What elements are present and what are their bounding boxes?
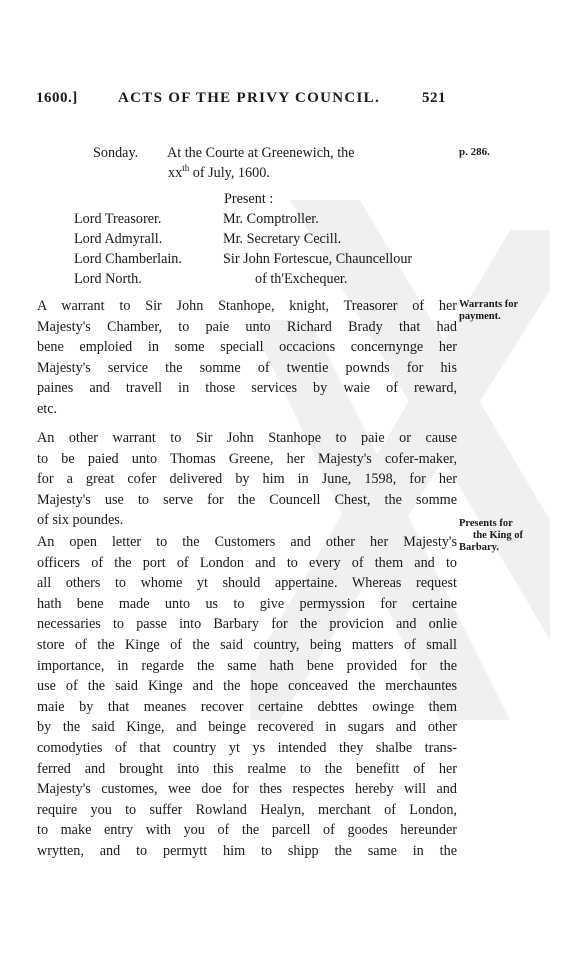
paragraph-warrant-greene [37,428,457,531]
text-line: to make entry with you of the parcell of goodes hereunder [37,822,457,839]
text-line: paines and travell in those services by waie of reward, [37,380,457,397]
meeting-court-line: At the Courte at Greenewich, the [167,145,355,161]
text-line: Majesty's customes, wee doe for thes respectes hereby will and [37,781,457,798]
text-line: bene emploied in some speciall occacions concernynge her [37,339,457,356]
side-note-presents [459,518,523,554]
attendee-left: Lord Admyrall. [74,231,163,247]
text-line: wrytten, and to permytt him to shipp the same in the [37,842,457,859]
attendee-left: Lord Treasorer. [74,211,162,227]
text-line: A warrant to Sir John Stanhope, knight, Treasorer of her [37,298,457,314]
text-line: all others to whome yt should appertaine. Whereas request [37,575,457,592]
text-line: importance, in regarde the same hath bene provided for the [37,657,457,674]
text-line: for a great cofer delivered by him in June, 1598, for her [37,471,457,488]
text-line: hath bene made unto us to give permyssion for certaine [37,595,457,612]
text-line: by the said Kinge, and beinge recovered in sugars and other [37,719,457,736]
text-line: comodyties of that country yt ys intended they shalbe trans- [37,739,457,756]
date-superscript: th [182,163,190,173]
meeting-date [168,165,270,182]
text-line: necessaries to passe into Barbary for the provicion and onlie [37,616,457,633]
attendee-right: Mr. Secretary Cecill. [223,231,342,247]
text-line: Majesty's use to serve for the Councell Chest, the somme [37,491,457,508]
text-line: use of the said Kinge and the hope conceaved the merchauntes [37,678,457,695]
header-title: ACTS OF THE PRIVY COUNCIL. [118,90,381,106]
header-page-number: 521 [422,90,446,106]
paragraph-warrant-brady [37,296,457,420]
text-line: An other warrant to Sir John Stanhope to paie or cause [37,430,457,446]
attendee-left: Lord Chamberlain. [74,251,182,267]
attendee-right: of th'Exchequer. [255,271,348,287]
paragraph-open-letter [37,532,457,862]
text-line: store of the Kinge of the said country, being matters of small [37,636,457,653]
attendee-left: Lord North. [74,271,142,287]
text-line: to be paied unto Thomas Greene, her Majesty's cofer-maker, [37,450,457,467]
text-line: An open letter to the Customers and other her Majesty's [37,534,457,550]
side-note-line: the King of [472,530,523,541]
text-line: require you to suffer Rowland Healyn, merchant of London, [37,801,457,818]
date-ordinal: xx [168,165,183,181]
text-line: of six poundes. [37,512,124,529]
text-line: officers of the port of London and to every of them and to [37,554,457,571]
text-line: etc. [37,400,58,417]
text-line: Majesty's service the somme of twentie pownds for his [37,359,457,376]
page-reference: p. 286. [459,146,490,158]
side-note-line: Warrants for [459,299,519,310]
side-note-line: Presents for [459,518,513,529]
text-line: ferred and brought into this realme to the benefitt of her [37,760,457,777]
meeting-day: Sonday. [93,145,139,161]
text-line: Majesty's Chamber, to paie unto Richard Brady that had [37,318,457,335]
attendee-right: Sir John Fortescue, Chauncellour [223,251,413,267]
side-note-warrants [459,299,518,323]
present-label: Present : [224,191,274,207]
text-line: maie by that meanes recover certaine debttes owinge them [37,698,457,715]
date-rest: of July, 1600. [192,165,270,181]
attendee-right: Mr. Comptroller. [223,211,319,227]
header-year: 1600.] [36,90,78,106]
side-note-line: Barbary. [459,542,499,553]
side-note-line: payment. [459,311,501,322]
